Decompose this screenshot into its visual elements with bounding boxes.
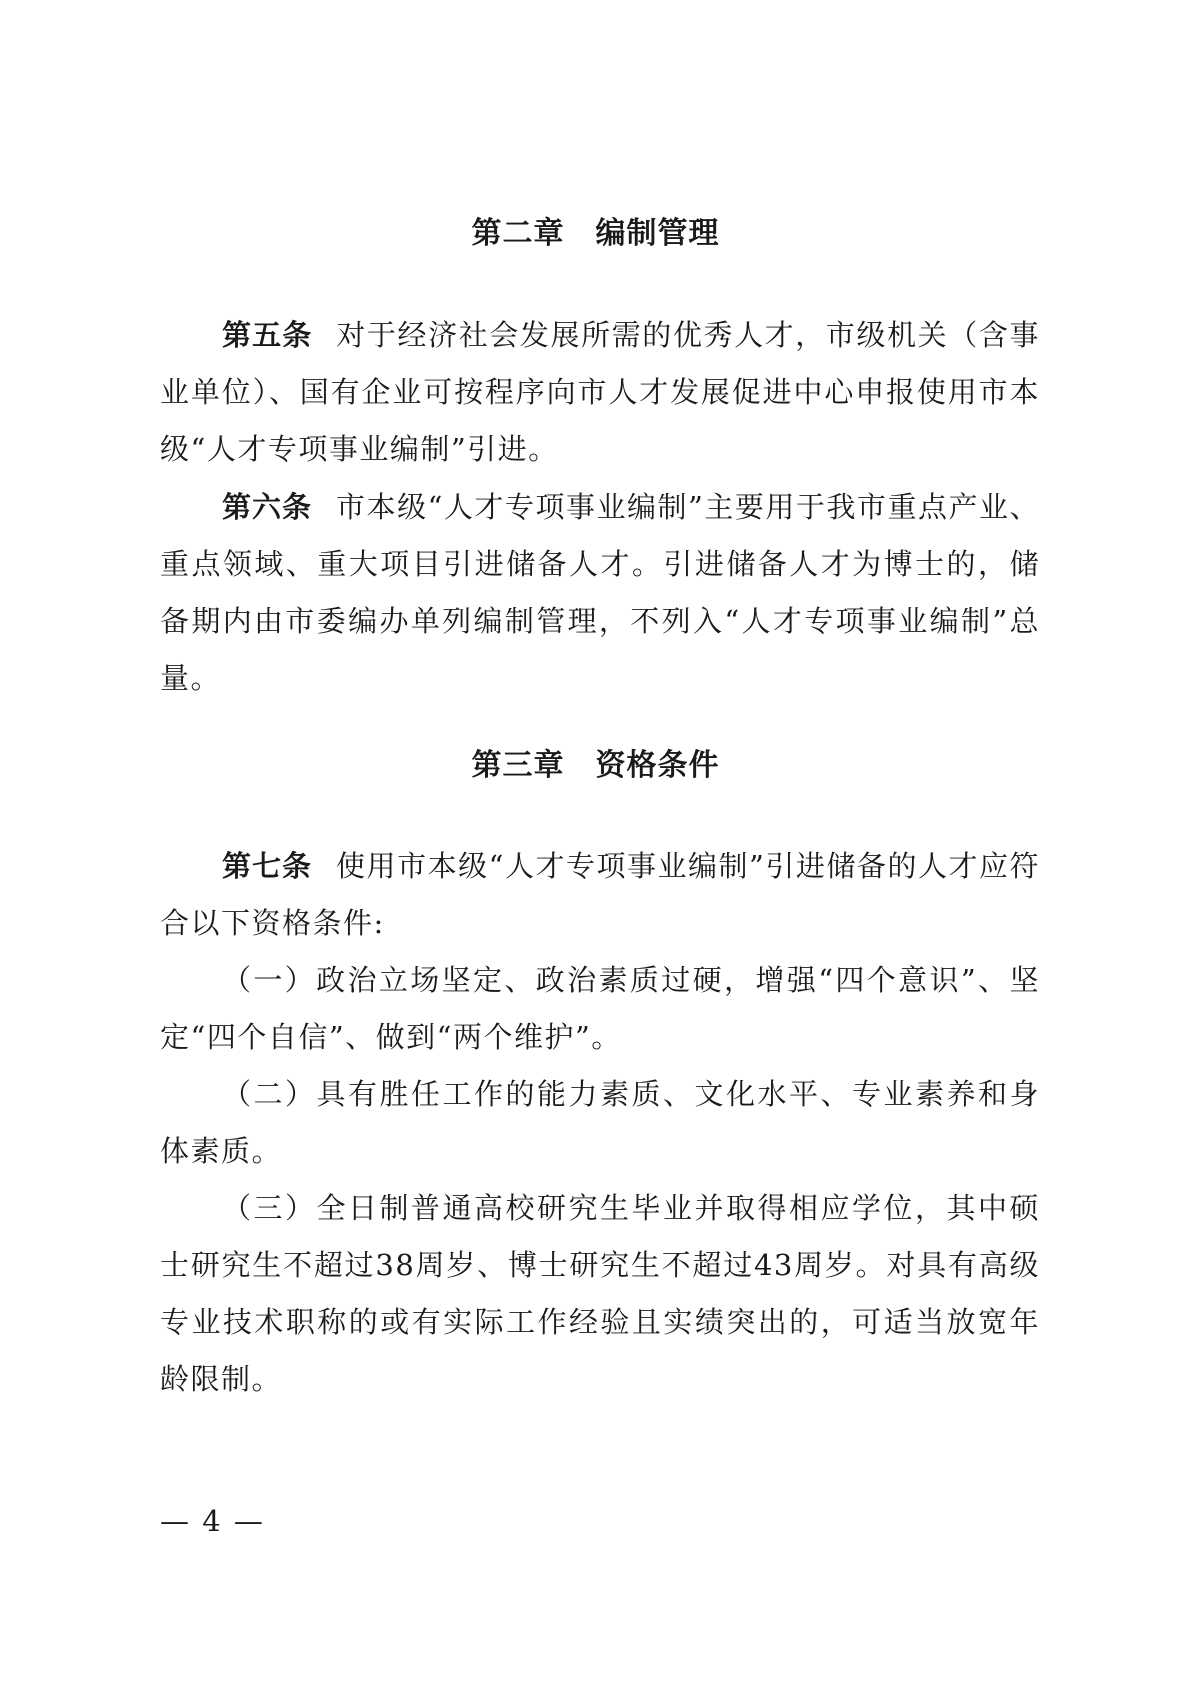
article-number: 第五条 [222, 318, 313, 352]
condition-item-3: （三）全日制普通高校研究生毕业并取得相应学位，其中硕士研究生不超过38周岁、博士研究生不超过43周岁。对具有高级专业技术职称的或有实际工作经验且实绩突出的，可适当放宽年龄限制。 [160, 1191, 1040, 1396]
article-text: 市本级“人才专项事业编制”主要用于我市重点产业、重点领域、重大项目引进储备人才。引进储备人才为博士的，储备期内由市委编办单列编制管理，不列入“人才专项事业编制”总量。 [160, 490, 1040, 695]
chapter-title-2: 第二章 编制管理 [471, 216, 720, 251]
page-number: — 4 — [160, 1504, 265, 1538]
article-number: 第七条 [222, 849, 313, 883]
condition-item-1: （一）政治立场坚定、政治素质过硬，增强“四个意识”、坚定“四个自信”、做到“两个维护”。 [160, 963, 1040, 1054]
article-text: 使用市本级“人才专项事业编制”引进储备的人才应符合以下资格条件: [160, 849, 1040, 940]
condition-item-2: （二）具有胜任工作的能力素质、文化水平、专业素养和身体素质。 [160, 1077, 1040, 1168]
article-text: 对于经济社会发展所需的优秀人才，市级机关（含事业单位）、国有企业可按程序向市人才发展促进中心申报使用市本级“人才专项事业编制”引进。 [160, 318, 1040, 466]
article-7 [160, 838, 1040, 952]
article-5 [160, 307, 1040, 478]
article-6 [160, 479, 1040, 707]
article-number: 第六条 [222, 490, 313, 524]
chapter-title-3: 第三章 资格条件 [471, 748, 720, 783]
